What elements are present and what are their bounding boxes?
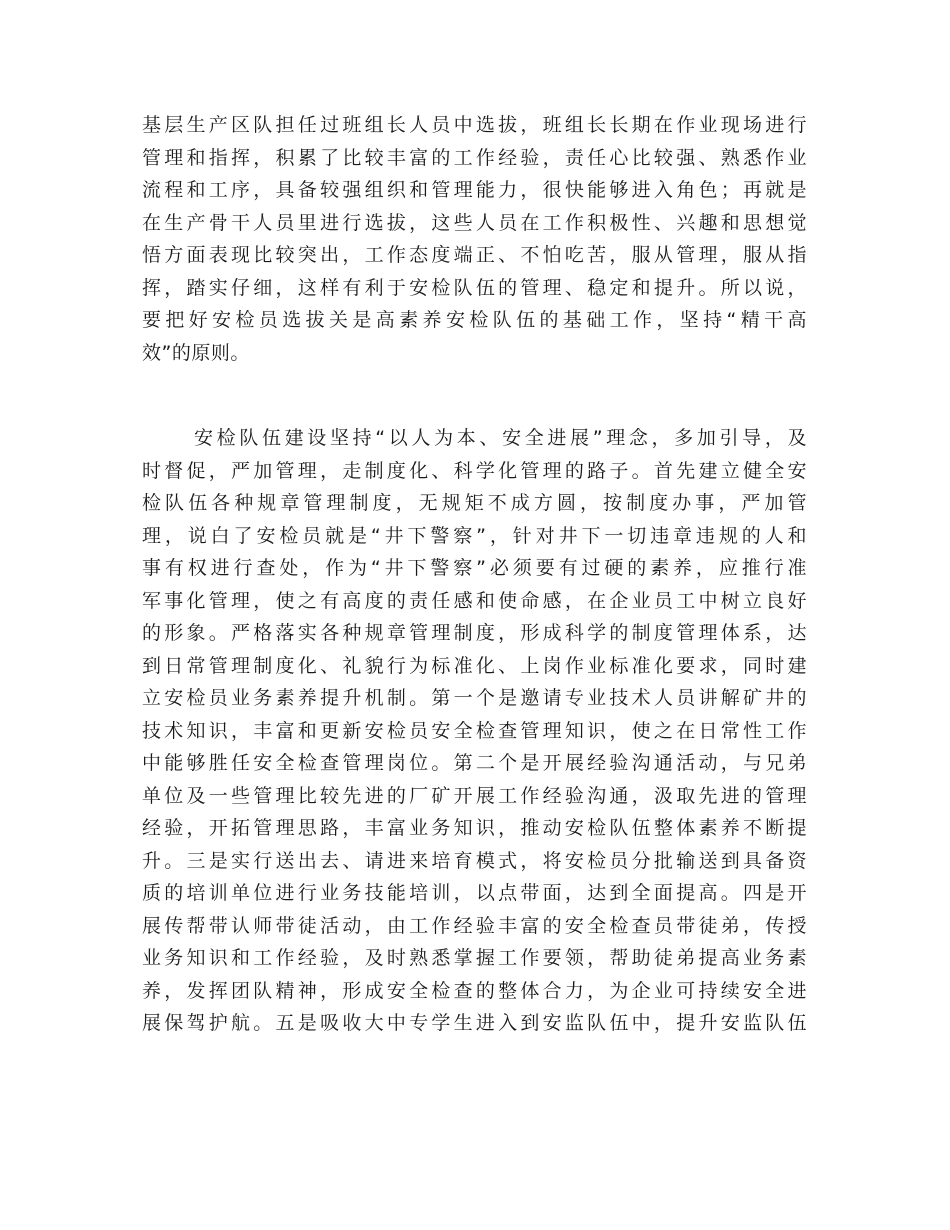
paragraph-line: 业务知识和工作经验，及时熟悉掌握工作要领，帮助徒弟提高业务素 <box>142 947 807 969</box>
paragraph-line: 质的培训单位进行业务技能培训，以点带面，达到全面提高。四是开 <box>142 882 807 904</box>
paragraph-line: 效”的原则。 <box>142 341 250 364</box>
paragraph-line: 单位及一些管理比较先进的厂矿开展工作经验沟通，汲取先进的管理 <box>142 784 807 807</box>
paragraph-line: 中能够胜任安全检查管理岗位。第二个是开展经验沟通活动，与兄弟 <box>142 752 807 774</box>
paragraph-line: 要把好安检员选拔关是高素养安检队伍的基础工作，坚持“精干高 <box>142 309 807 331</box>
paragraph-line: 时督促，严加管理，走制度化、科学化管理的路子。首先建立健全安 <box>142 459 807 482</box>
paragraph-line: 基层生产区队担任过班组长人员中选拔，班组长长期在作业现场进行 <box>142 114 807 136</box>
paragraph-line: 检队伍各种规章管理制度，无规矩不成方圆，按制度办事，严加管 <box>142 492 807 514</box>
paragraph-1 <box>142 109 807 369</box>
paragraph-line: 养，发挥团队精神，形成安全检查的整体合力，为企业可持续安全进 <box>142 979 807 1002</box>
paragraph-line: 挥，踏实仔细，这样有利于安检队伍的管理、稳定和提升。所以说， <box>142 276 807 299</box>
paragraph-line: 到日常管理制度化、礼貌行为标准化、上岗作业标准化要求，同时建 <box>142 654 807 677</box>
paragraph-line: 流程和工序，具备较强组织和管理能力，很快能够进入角色；再就是 <box>142 179 807 201</box>
paragraph-line: 展传帮带认师带徒活动，由工作经验丰富的安全检查员带徒弟，传授 <box>142 914 807 937</box>
paragraph-line: 经验，开拓管理思路，丰富业务知识，推动安检队伍整体素养不断提 <box>142 817 807 839</box>
paragraph-2 <box>142 422 807 1040</box>
paragraph-line: 理，说白了安检员就是“井下警察”，针对井下一切违章违规的人和 <box>142 524 807 547</box>
paragraph-line: 管理和指挥，积累了比较丰富的工作经验，责任心比较强、熟悉作业 <box>142 146 807 169</box>
paragraph-line: 悟方面表现比较突出，工作态度端正、不怕吃苦，服从管理，服从指 <box>142 244 807 266</box>
paragraph-line: 展保驾护航。五是吸收大中专学生进入到安监队伍中，提升安监队伍 <box>142 1012 807 1034</box>
paragraph-line: 军事化管理，使之有高度的责任感和使命感，在企业员工中树立良好 <box>142 589 807 612</box>
paragraph-line: 技术知识，丰富和更新安检员安全检查管理知识，使之在日常性工作 <box>142 719 807 742</box>
paragraph-line: 安检队伍建设坚持“以人为本、安全进展”理念，多加引导，及 <box>194 427 807 449</box>
paragraph-line: 立安检员业务素养提升机制。第一个是邀请专业技术人员讲解矿井的 <box>142 687 807 709</box>
paragraph-line: 事有权进行查处，作为“井下警察”必须要有过硬的素养，应推行准 <box>142 557 807 579</box>
paragraph-line: 升。三是实行送出去、请进来培育模式，将安检员分批输送到具备资 <box>142 849 807 872</box>
paragraph-line: 在生产骨干人员里进行选拔，这些人员在工作积极性、兴趣和思想觉 <box>142 211 807 234</box>
paragraph-line: 的形象。严格落实各种规章管理制度，形成科学的制度管理体系，达 <box>142 622 807 644</box>
